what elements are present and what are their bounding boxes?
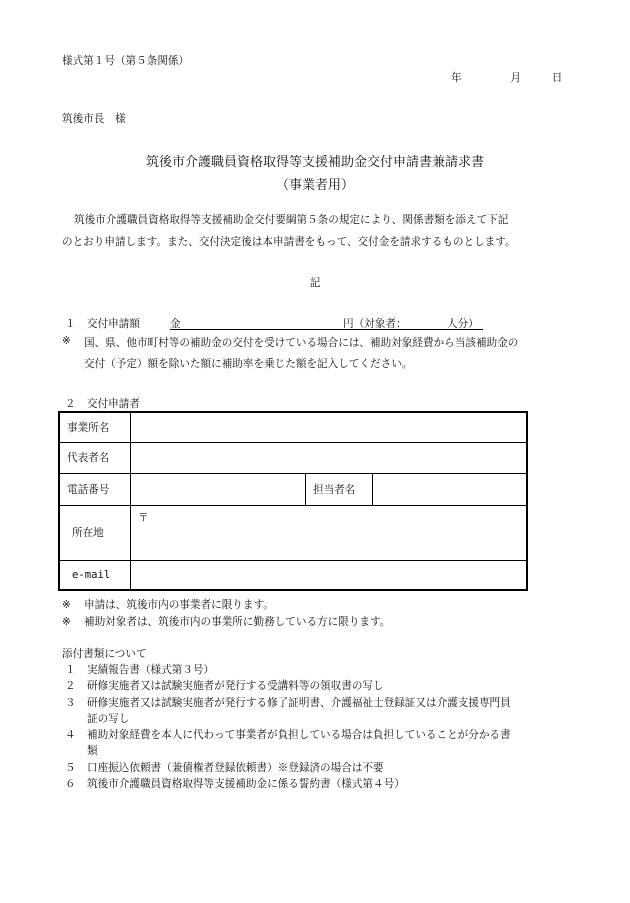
- note-mark: ※: [62, 616, 71, 628]
- section2-note-1: [62, 597, 274, 612]
- section2-label: 交付申請者: [87, 398, 140, 410]
- email-field[interactable]: [131, 560, 528, 590]
- list-item-continued: 類: [87, 745, 98, 758]
- addressee: 筑後市長 様: [62, 113, 126, 125]
- table-row: [59, 505, 527, 560]
- amount-field[interactable]: [170, 316, 483, 330]
- phone-field[interactable]: [131, 473, 306, 505]
- representative-field[interactable]: [131, 442, 528, 473]
- intro-line-1: 筑後市介護職員資格取得等支援補助金交付要綱第５条の規定により、関係書類を添えて下記: [74, 214, 509, 226]
- item-text: 補助対象経費を本人に代わって事業者が負担している場合は負担していることが分かる書: [87, 729, 511, 742]
- section1-note-line-1: 国、県、他市町村等の補助金の交付を受けている場合には、補助対象経費から当該補助金の: [84, 337, 519, 349]
- list-item: [65, 678, 511, 694]
- item-number: ５: [65, 761, 76, 774]
- contact-person-field[interactable]: [373, 473, 528, 505]
- date-line: [451, 70, 562, 85]
- amount-persons: 人分）: [447, 318, 479, 330]
- list-item: [65, 727, 511, 743]
- office-name-field[interactable]: [131, 412, 528, 442]
- section1-note-line-2: 交付（予定）額を除いた額に補助率を乗じた額を記入してください。: [84, 358, 413, 370]
- intro-line-2: のとおり申請します。また、交付決定後は本申請書をもって、交付金を請求するものとします。: [62, 236, 516, 248]
- date-day: 日: [551, 72, 563, 84]
- address-label: 所在地: [59, 505, 131, 560]
- office-name-label: 事業所名: [59, 412, 131, 442]
- item-number: ６: [65, 778, 76, 791]
- phone-label: 電話番号: [59, 473, 131, 505]
- postal-mark: 〒: [138, 511, 149, 524]
- section1-number: １: [65, 318, 76, 330]
- address-field[interactable]: [131, 505, 528, 560]
- applicant-table: [58, 411, 528, 591]
- form-number: 様式第１号（第５条関係）: [62, 55, 190, 67]
- item-text: 口座振込依頼書（兼債権者登録依頼書）※登録済の場合は不要: [87, 761, 384, 774]
- section2-note-2: [62, 614, 390, 629]
- note-mark: ※: [62, 599, 71, 611]
- item-number: １: [65, 664, 76, 676]
- list-item: [65, 695, 511, 711]
- attachments-heading: 添付書類について: [62, 648, 147, 660]
- ki-heading: 記: [309, 277, 321, 289]
- table-row: [59, 560, 527, 590]
- contact-person-label: 担当者名: [306, 473, 373, 505]
- amount-yen: 円（対象者：: [343, 318, 407, 330]
- item-number: ４: [65, 729, 76, 742]
- list-item: [65, 776, 511, 792]
- list-item-continued: 証の写し: [87, 712, 130, 725]
- table-row: [59, 442, 527, 473]
- item-number: ３: [65, 696, 76, 709]
- document-title: 筑後市介護職員資格取得等支援補助金交付申請書兼請求書: [145, 155, 484, 170]
- attachments-list: [65, 662, 511, 792]
- list-item: [65, 662, 511, 678]
- item-number: ２: [65, 680, 76, 693]
- note-text: 補助対象者は、筑後市内の事業所に勤務している方に限ります。: [84, 616, 391, 628]
- section1-label: 交付申請額: [87, 318, 140, 330]
- amount-kin: 金: [170, 318, 181, 330]
- section1-note-mark: ※: [62, 335, 71, 347]
- note-text: 申請は、筑後市内の事業者に限ります。: [84, 599, 274, 611]
- date-year: 年: [451, 72, 462, 84]
- item-text: 研修実施者又は試験実施者が発行する受講料等の領収書の写し: [87, 680, 384, 693]
- section2-number: ２: [65, 398, 76, 410]
- item-text: 筑後市介護職員資格取得等支援補助金に係る誓約書（様式第４号）: [87, 778, 405, 791]
- item-text: 研修実施者又は試験実施者が発行する修了証明書、介護福祉士登録証又は介護支援専門員: [87, 696, 511, 709]
- table-row: [59, 412, 527, 442]
- list-item: [65, 760, 511, 776]
- email-label: e-mail: [59, 560, 131, 590]
- representative-label: 代表者名: [59, 442, 131, 473]
- document-subtitle: （事業者用）: [275, 178, 354, 193]
- item-text: 実績報告書（様式第３号）: [87, 664, 215, 676]
- table-row: [59, 473, 527, 505]
- date-month: 月: [510, 72, 521, 84]
